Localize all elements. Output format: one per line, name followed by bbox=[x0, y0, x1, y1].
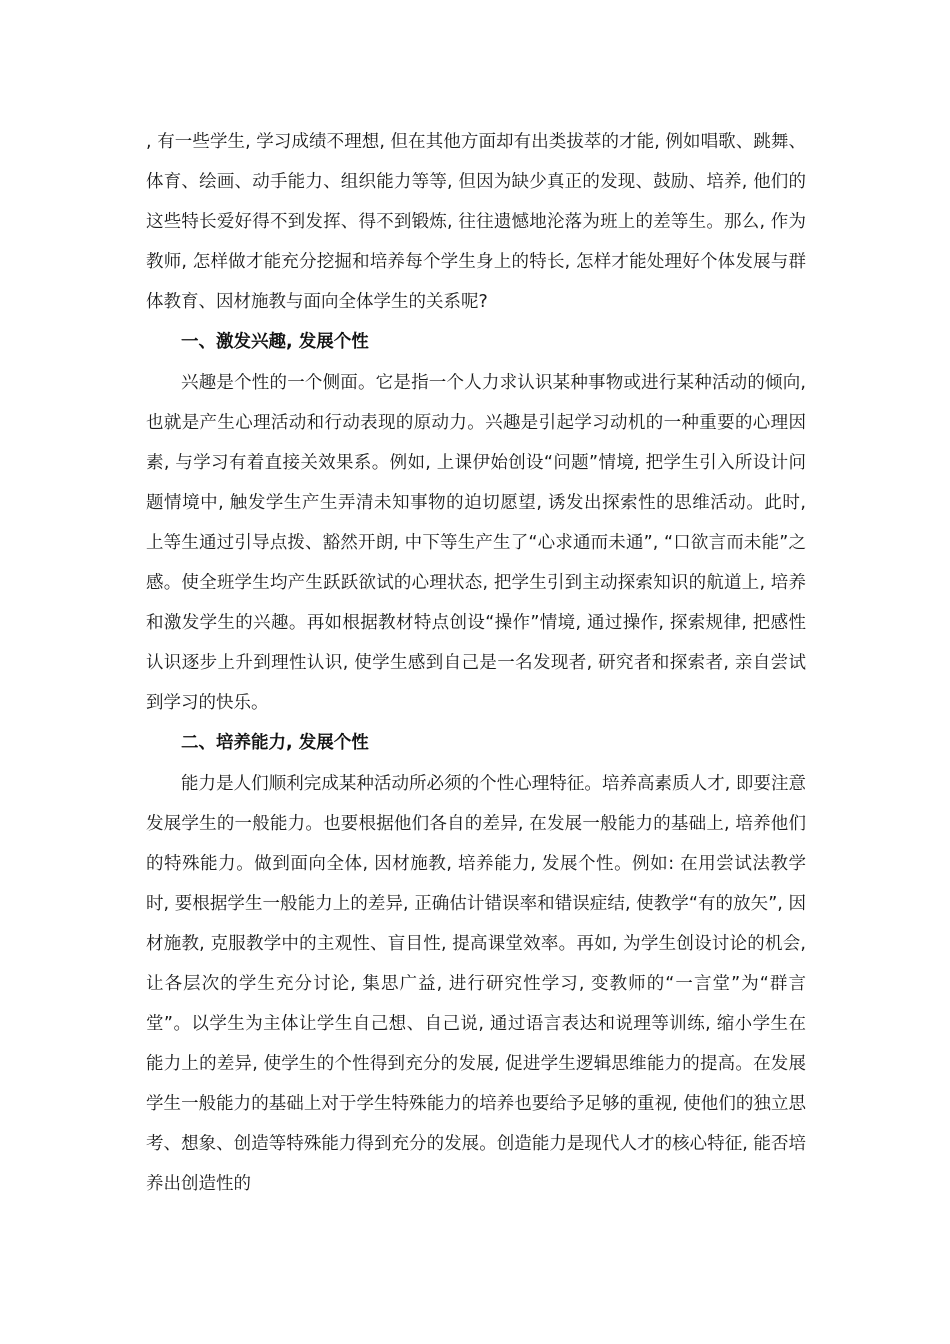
section-heading-1: 一、激发兴趣, 发展个性 bbox=[181, 332, 369, 353]
document-body bbox=[146, 122, 806, 1205]
intro-paragraph: , 有一些学生, 学习成绩不理想, 但在其他方面却有出类拔萃的才能, 例如唱歌、跳舞、体育、绘画、动手能力、组织能力等等, 但因为缺少真正的发现、鼓励、培养, 他们的这些特长爱好得不到发挥、得不到锻炼, 往往遗憾地沦落为班上的差等生。那么, 作为教师, 怎样做才能充分挖掘和培养每个学生身上的特长, 怎样才能处理好个体发展与群体教育、因材施教与面向全体学生的关系呢? bbox=[146, 132, 806, 313]
section-1-paragraph: 兴趣是个性的一个侧面。它是指一个人力求认识某种事物或进行某种活动的倾向, 也就是产生心理活动和行动表现的原动力。兴趣是引起学习动机的一种重要的心理因素, 与学习有着直接关效果系。例如, 上课伊始创设“问题”情境, 把学生引入所设计问题情境中, 触发学生产生弄清未知事物的迫切愿望, 诱发出探索性的思维活动。此时, 上等生通过引导点拨、豁然开朗, 中下等生产生了“心求通而未通”, “口欲言而未能”之感。使全班学生均产生跃跃欲试的心理状态, 把学生引到主动探索知识的航道上, 培养和激发学生的兴趣。再如根据教材特点创设“操作”情境, 通过操作, 探索规律, 把感性认识逐步上升到理性认识, 使学生感到自己是一名发现者, 研究者和探索者, 亲自尝试到学习的快乐。 bbox=[146, 372, 806, 714]
section-heading-2: 二、培养能力, 发展个性 bbox=[181, 733, 369, 754]
section-2-paragraph: 能力是人们顺利完成某种活动所必须的个性心理特征。培养高素质人才, 即要注意发展学生的一般能力。也要根据他们各自的差异, 在发展一般能力的基础上, 培养他们的特殊能力。做到面向全体, 因材施教, 培养能力, 发展个性。例如: 在用尝试法教学时, 要根据学生一般能力上的差异, 正确估计错误率和错误症结, 使教学“有的放矢”, 因材施教, 克服教学中的主观性、盲目性, 提高课堂效率。再如, 为学生创设讨论的机会, 让各层次的学生充分讨论, 集思广益, 进行研究性学习, 变教师的“一言堂”为“群言堂”。以学生为主体让学生自己想、自己说, 通过语言表达和说理等训练, 缩小学生在能力上的差异, 使学生的个性得到充分的发展, 促进学生逻辑思维能力的提高。在发展学生一般能力的基础上对于学生特殊能力的培养也要给予足够的重视, 使他们的独立思考、想象、创造等特殊能力得到充分的发展。创造能力是现代人才的核心特征, 能否培养出创造性的 bbox=[146, 773, 806, 1195]
